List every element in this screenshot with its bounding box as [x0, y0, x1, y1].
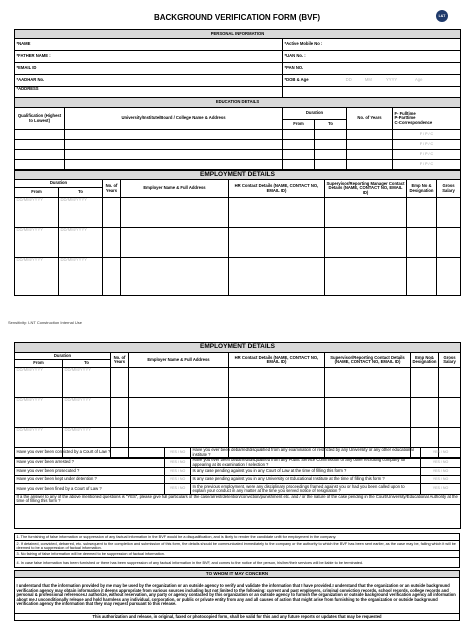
- edu-univ-cell[interactable]: [65, 140, 283, 150]
- mode-fulltime: F- Fulltime: [394, 110, 416, 116]
- edu-qual-cell[interactable]: [15, 160, 65, 170]
- company-logo: [436, 10, 448, 22]
- edu-row: [15, 140, 461, 150]
- emp2-employer-header: Employer Name & Full Address: [129, 353, 229, 368]
- mode-parttime: P-Parttime: [394, 115, 416, 121]
- emp1-gross-cell[interactable]: [437, 198, 461, 228]
- edu-to-cell[interactable]: [315, 160, 347, 170]
- emp2-to-cell[interactable]: DD/MM/YYYY: [63, 398, 111, 428]
- dob-dd: DD: [345, 77, 352, 83]
- emp2-duration-header: Duration: [15, 353, 111, 360]
- emp1-from-cell[interactable]: DD/MM/YYYY: [15, 198, 59, 228]
- employment-table-2: [14, 342, 461, 459]
- emp1-to-cell[interactable]: DD/MM/YYYY: [59, 258, 103, 296]
- emp1-duration-header: Duration: [15, 180, 103, 188]
- logo-text: L&T: [438, 14, 446, 18]
- edu-to-header: To: [315, 120, 347, 130]
- edu-years-cell[interactable]: [347, 160, 393, 170]
- edu-duration-header: Duration: [283, 108, 347, 120]
- emp1-to-header: To: [59, 188, 103, 198]
- answer-case-court[interactable]: YES / NO: [421, 468, 461, 476]
- emp1-hr-cell[interactable]: [229, 258, 325, 296]
- note-4: 4. In case false information has been furnished or there has been suppression of any factual information in the BVF, and comes to the notice of the person, his/her/their services will be liable to be terminated.: [15, 558, 460, 568]
- form-title: BACKGROUND VERIFICATION FORM (BVF): [153, 13, 321, 22]
- emp1-hr-cell[interactable]: [229, 228, 325, 258]
- concern-table: [14, 570, 460, 621]
- answer-debarred-exam[interactable]: YES / NO: [421, 448, 461, 458]
- aadhar-field[interactable]: *AADHAR No.: [15, 75, 283, 87]
- emp2-row: [15, 368, 461, 398]
- answer-prosecuted[interactable]: YES / NO: [165, 468, 191, 476]
- university-header: University/Institute/Board / College Name & Address: [65, 108, 283, 130]
- personal-heading: PERSONAL INFORMATION: [15, 30, 461, 39]
- employment-heading-1: EMPLOYMENT DETAILS: [15, 171, 461, 180]
- question-case-court: Is any case pending against you in any Court of Law at the time of filling this form ?: [191, 468, 421, 476]
- notes-table: [14, 533, 460, 568]
- emp1-from-cell[interactable]: DD/MM/YYYY: [15, 228, 59, 258]
- answer-case-university[interactable]: YES / NO: [421, 476, 461, 484]
- edu-mode-option[interactable]: F / P / C: [393, 130, 461, 140]
- emp2-years-cell[interactable]: [111, 398, 129, 428]
- emp2-supervisor-header: Supervisor/Reporting Contact Details (NAME, CONTACT NO, EMAIL ID): [325, 353, 411, 368]
- question-debarred-exam: Have you ever been debarred/disqualified from any examination or restricted by any University or any other educational institute ?: [191, 448, 421, 458]
- answer-convicted[interactable]: YES / NO: [165, 448, 191, 458]
- emp2-hr-cell[interactable]: [229, 398, 325, 428]
- edu-from-cell[interactable]: [283, 140, 315, 150]
- sensitivity-label: Sensitivity: LNT Construction Internal Use: [8, 320, 82, 325]
- question-detention: Have you ever been kept under detention ?: [15, 476, 165, 484]
- edu-univ-cell[interactable]: [65, 160, 283, 170]
- emp1-years-cell[interactable]: [103, 258, 121, 296]
- emp2-employer-cell[interactable]: [129, 398, 229, 428]
- emp1-employer-cell[interactable]: [121, 258, 229, 296]
- edu-to-cell[interactable]: [315, 150, 347, 160]
- edu-from-cell[interactable]: [283, 160, 315, 170]
- note-3: 3. No fairing of false information will be deemed to be suppression of factual information.: [15, 551, 460, 558]
- declaration-questions-table: [14, 447, 461, 529]
- age-label: Age: [414, 77, 423, 83]
- edu-years-cell[interactable]: [347, 140, 393, 150]
- emp1-supervisor-cell[interactable]: [325, 228, 407, 258]
- emp2-hr-cell[interactable]: [229, 368, 325, 398]
- emp1-hr-header: HR Contact Details (NAME, CONTACT NO, EMAIL ID): [229, 180, 325, 198]
- edu-from-cell[interactable]: [283, 130, 315, 140]
- question-convicted: Have you ever been convicted by a Court of Law ?: [15, 448, 165, 458]
- emp1-to-cell[interactable]: DD/MM/YYYY: [59, 228, 103, 258]
- concern-validity: This authorization and release, in original, faxed or photocopied form, shall be valid for this and any future reports or updates that may be requested: [15, 614, 460, 621]
- edu-to-cell[interactable]: [315, 130, 347, 140]
- emp1-gross-cell[interactable]: [437, 258, 461, 296]
- edu-univ-cell[interactable]: [65, 150, 283, 160]
- emp1-years-cell[interactable]: [103, 228, 121, 258]
- emp1-row: [15, 258, 461, 296]
- concern-text: I understand that the information provided by me may be used by the organization or an outside agency to verify and validate the information that I have provided.I understand that the organization or an outside background verification agency may obtain information it deems appropriate from various sources including but not limited to the following: current and past employers, criminal conviction records, school records, college records and personal & professional references.I authorize, without reservation, any party or agency contacted by this organization or an outside agency to furnish the organization or outside background verification agency all information about me.I unconditionally release and hold harmless any individual, corporation, or public or private entity from any and all causes of action that might arise from furnishing to the organization or outside background verification agency the information that they may request pursuant to this release.: [15, 578, 460, 614]
- question-fined: Have you ever been fined by a Court of Law ?: [15, 484, 165, 495]
- father-name-field[interactable]: *FATHER NAME :: [15, 51, 283, 63]
- dob-mm: MM: [364, 77, 372, 83]
- emp1-gross-header: Gross Salary: [437, 180, 461, 198]
- email-field[interactable]: *EMAIL ID: [15, 63, 283, 75]
- emp1-row: [15, 228, 461, 258]
- edu-qual-cell[interactable]: [15, 150, 65, 160]
- mode-correspondence: C-Correspondence: [394, 119, 433, 125]
- dob-label: *DOB & Age: [284, 77, 309, 83]
- emp2-row: [15, 398, 461, 428]
- concern-heading: TO WHOM IT MAY CONCERN: [15, 571, 460, 578]
- question-disciplinary: In the previous employment, were any disciplinary proceedings framed against you or had you been called upon to explain your conduct in any matter at the time you served notice of resignation ?: [191, 484, 421, 495]
- qualification-header: Qualification (Highest to Lowest): [15, 108, 65, 130]
- emp1-gross-cell[interactable]: [437, 228, 461, 258]
- emp1-years-header: No. of Years: [103, 180, 121, 198]
- edu-mode-option[interactable]: F / P / C: [393, 140, 461, 150]
- edu-row: [15, 160, 461, 170]
- address-field[interactable]: *ADDRESS: [15, 87, 283, 98]
- emp2-hr-header: HR Contact Details (NAME, CONTACT NO, EMAIL ID): [229, 353, 325, 368]
- answer-arrested[interactable]: YES / NO: [165, 458, 191, 468]
- name-field[interactable]: *NAME: [15, 39, 283, 51]
- emp1-employer-cell[interactable]: [121, 228, 229, 258]
- particulars-blank[interactable]: [15, 504, 461, 528]
- answer-detention[interactable]: YES / NO: [165, 476, 191, 484]
- emp1-from-header: From: [15, 188, 59, 198]
- question-prosecuted: Have you ever been prosecuted ?: [15, 468, 165, 476]
- uan-field[interactable]: *UAN No. :: [283, 51, 461, 63]
- emp2-employer-cell[interactable]: [129, 368, 229, 398]
- emp1-empno-header: Emp No & Designation: [407, 180, 437, 198]
- emp2-to-cell[interactable]: DD/MM/YYYY: [63, 368, 111, 398]
- emp2-gross-cell[interactable]: [439, 368, 461, 398]
- emp1-supervisor-header: Supervisor/Reporting Manager Contact Details (NAME, CONTACT NO, EMAIL ID): [325, 180, 407, 198]
- emp2-empno-header: Emp No& Designation: [411, 353, 439, 368]
- mode-header: [393, 108, 461, 130]
- emp2-from-cell[interactable]: DD/MM/YYYY: [15, 368, 63, 398]
- edu-row: [15, 150, 461, 160]
- education-table: [14, 97, 461, 170]
- edu-from-cell[interactable]: [283, 150, 315, 160]
- question-debarred-psc: Have you ever been debarred/disqualified from any Public Service Commission or any other recruiting company for appearing at its examination / selection ?: [191, 458, 421, 468]
- emp1-to-cell[interactable]: DD/MM/YYYY: [59, 198, 103, 228]
- edu-univ-cell[interactable]: [65, 130, 283, 140]
- emp2-gross-cell[interactable]: [439, 398, 461, 428]
- emp1-empno-cell[interactable]: [407, 258, 437, 296]
- employment-table-1: [14, 170, 461, 296]
- education-heading: EDUCATION DETAILS: [15, 98, 461, 108]
- personal-info-table: [14, 29, 461, 98]
- emp1-row: [15, 198, 461, 228]
- emp2-empno-cell[interactable]: [411, 368, 439, 398]
- answer-fined[interactable]: YES / NO: [165, 484, 191, 495]
- emp1-employer-header: Employer Name & Full Address: [121, 180, 229, 198]
- dob-age-field[interactable]: [283, 75, 461, 87]
- emp1-years-cell[interactable]: [103, 198, 121, 228]
- emp2-supervisor-cell[interactable]: [325, 368, 411, 398]
- emp1-from-cell[interactable]: DD/MM/YYYY: [15, 258, 59, 296]
- edu-qual-cell[interactable]: [15, 140, 65, 150]
- edu-years-cell[interactable]: [347, 130, 393, 140]
- emp2-supervisor-cell[interactable]: [325, 398, 411, 428]
- emp1-empno-cell[interactable]: [407, 198, 437, 228]
- question-case-university: Is any case pending against you in any University or Educational Institute at the time of filling this form ?: [191, 476, 421, 484]
- note-1: 1. The furnishing of false information or suppression of any factual information in the BVF would be a disqualification, and is likely to render the candidate unfit for employment in the company.: [15, 534, 460, 541]
- question-arrested: Have you ever been arrested ?: [15, 458, 165, 468]
- emp2-from-header: From: [15, 360, 63, 368]
- emp2-gross-header: Gross Salary: [439, 353, 461, 368]
- dob-yyyy: YYYY: [386, 77, 398, 83]
- edu-years-header: No. of Years: [347, 108, 393, 130]
- if-yes-particulars: If a the answer to any of the above mentioned questions is "YES", please give full particulars of the case/arrest/detention/conviction/punishment etc. and / or the nature of the case pending in the Court/University/Educational Authority at the time of filling this form ?: [15, 495, 461, 505]
- emp1-empno-cell[interactable]: [407, 228, 437, 258]
- edu-to-cell[interactable]: [315, 140, 347, 150]
- emp2-from-cell[interactable]: DD/MM/YYYY: [15, 428, 63, 459]
- emp1-hr-cell[interactable]: [229, 198, 325, 228]
- emp2-years-header: No. of Years: [111, 353, 129, 368]
- emp2-years-cell[interactable]: [111, 368, 129, 398]
- emp1-employer-cell[interactable]: [121, 198, 229, 228]
- emp1-supervisor-cell[interactable]: [325, 198, 407, 228]
- edu-from-header: From: [283, 120, 315, 130]
- edu-qual-cell[interactable]: [15, 130, 65, 140]
- pan-field[interactable]: *PAN NO.: [283, 63, 461, 75]
- emp2-to-header: To: [63, 360, 111, 368]
- note-2: 2. If detained, convicted, debarred, etc. subsequent to the completion and submission of this form, the details should be communicated immediately to the company or the authority to which the BVF has been sent earlier, as the case may be, failing which it will be deemed to be a suppression of factual information.: [15, 541, 460, 551]
- mobile-field[interactable]: *Active Mobile No :: [283, 39, 461, 51]
- answer-disciplinary[interactable]: YES / NO: [421, 484, 461, 495]
- emp2-to-cell[interactable]: DD/MM/YYYY: [63, 428, 111, 459]
- answer-debarred-psc[interactable]: YES / NO: [421, 458, 461, 468]
- employment-heading-2: EMPLOYMENT DETAILS: [15, 343, 461, 353]
- emp1-supervisor-cell[interactable]: [325, 258, 407, 296]
- edu-mode-option[interactable]: F / P / C: [393, 150, 461, 160]
- edu-row: [15, 130, 461, 140]
- emp2-from-cell[interactable]: DD/MM/YYYY: [15, 398, 63, 428]
- edu-mode-option[interactable]: F / P / C: [393, 160, 461, 170]
- emp2-empno-cell[interactable]: [411, 398, 439, 428]
- edu-years-cell[interactable]: [347, 150, 393, 160]
- address-blank: [283, 87, 461, 98]
